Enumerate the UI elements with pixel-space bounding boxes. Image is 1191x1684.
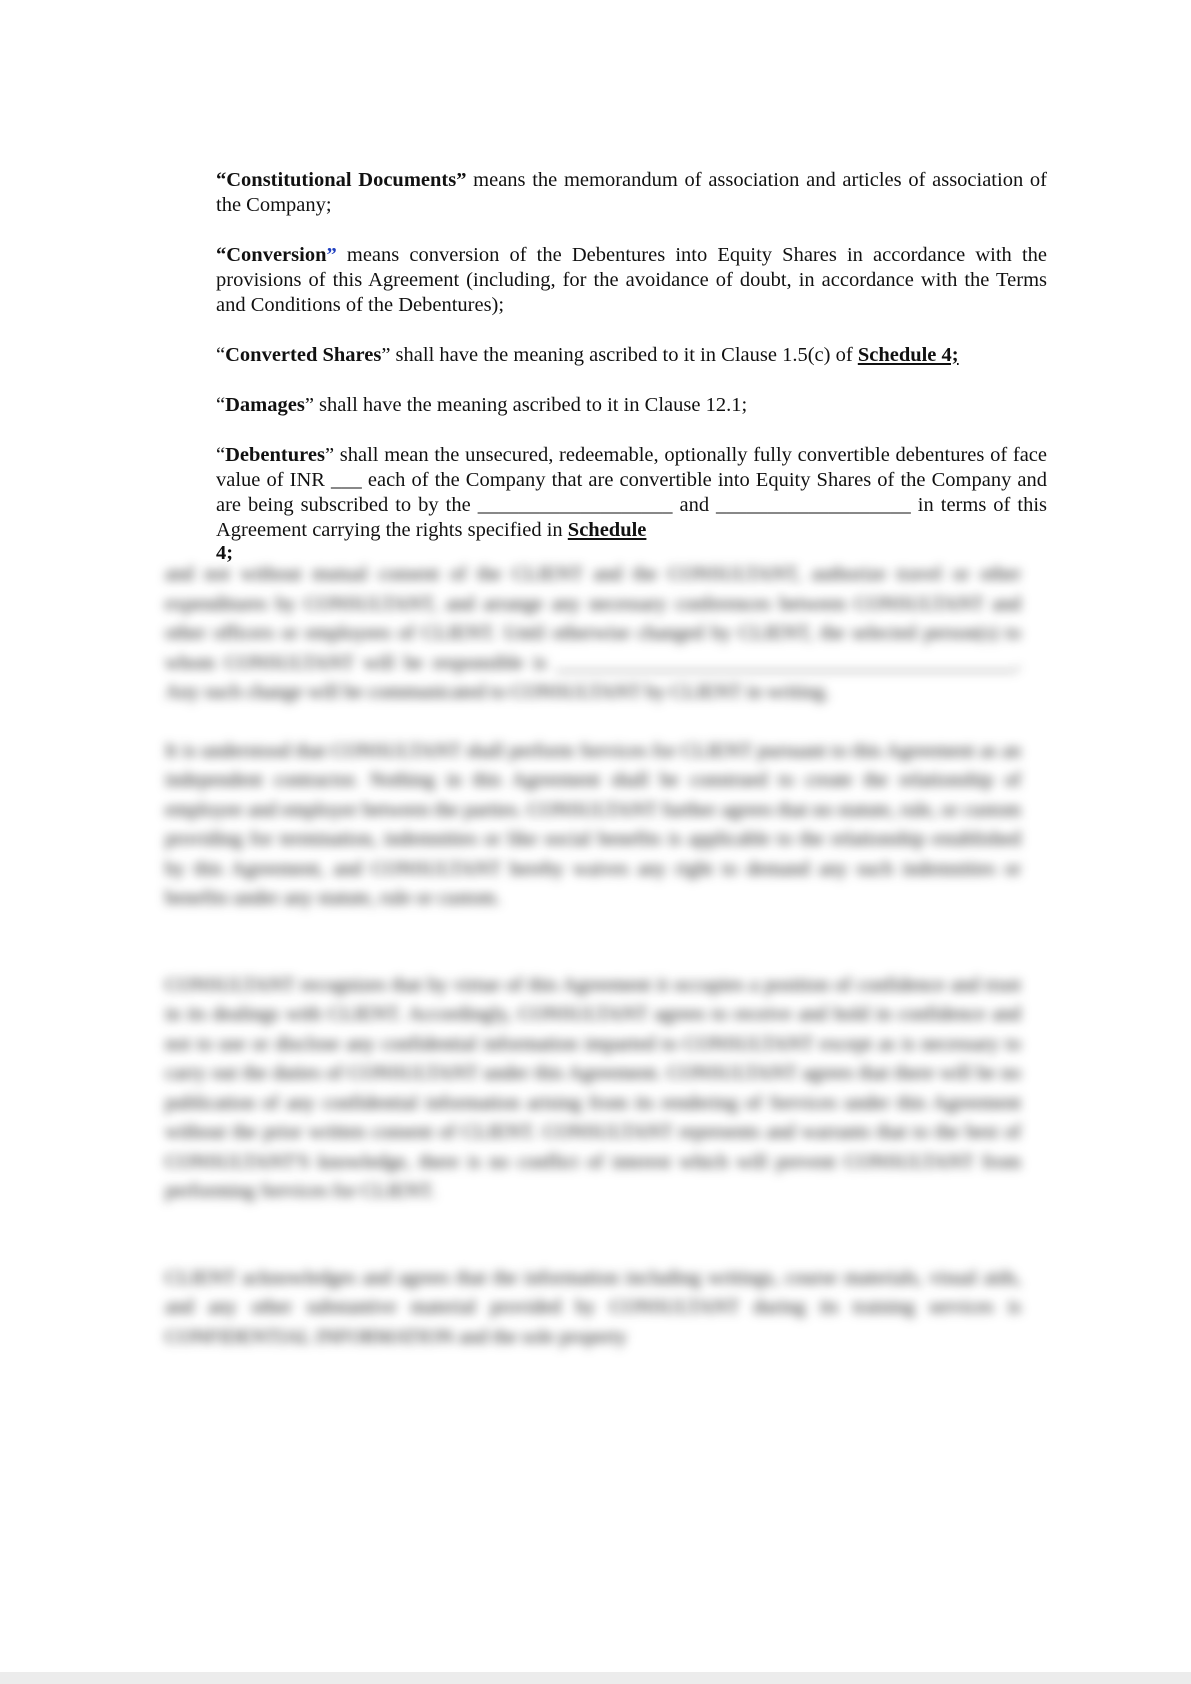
blurred-paragraph: CLIENT acknowledges and agrees that the information including writings, course materials, visual aids, and any other substantive material provided by CONSULTANT during its training services is CONFIDENTIAL INFORMATION and the sole property — [165, 1266, 1021, 1348]
open-quote: “ — [216, 344, 226, 366]
definition-text: ” shall mean the unsecured, redeemable, optionally fully convertible debentures of face value of INR ___ each of the Company that are convertible into Equity Shares of the Company and are being subscribed to by the ___________________ and ___________________ in terms of this Agreement carrying the rights specified in — [216, 444, 1047, 541]
blurred-paragraph: It is understood that CONSULTANT shall perform Services for CLIENT pursuant to this Agreement as an independent contractor. Nothing in this Agreement shall be construed to create the relationship of employee and employer between the parties. CONSULTANT further agrees that no statute, rule, or custom providing for termination, indemnities or like social benefits is applicable to the relationship established by this Agreement, and CONSULTANT hereby waives any right to demand any such indemnities or benefits under any statute, rule or custom. — [165, 739, 1021, 909]
definition-debentures — [216, 443, 1047, 543]
defined-term: Debentures — [225, 444, 325, 466]
open-quote: “ — [216, 244, 227, 266]
schedule-reference: Schedule — [567, 519, 647, 541]
definition-text: means conversion of the Debentures into Equity Shares in accordance with the provisions of this Agreement (including, for the avoidance of doubt, in accordance with the Terms and Conditions of the Debentures); — [216, 244, 1047, 316]
definition-conversion — [216, 243, 1047, 318]
blurred-paragraph: CONSULTANT recognizes that by virtue of this Agreement it occupies a position of confidence and trust in its dealings with CLIENT. Accordingly, CONSULTANT agrees to receive and hold in confidence and not to use or disclose any confidential information imparted to CONSULTANT except as is necessary to carry out the duties of CONSULTANT under this Agreement. CONSULTANT agrees that there will be no publication of any confidential information arising from its rendering of Services under this Agreement without the prior written consent of CLIENT. CONSULTANT represents and warrants that to the best of CONSULTANT'S knowledge, there is no conflict of interest which will prevent CONSULTANT from performing Services for CLIENT. — [165, 973, 1021, 1202]
definition-text: ” shall have the meaning ascribed to it in Clause 1.5(c) of — [381, 344, 858, 366]
page-bottom-edge — [0, 1672, 1191, 1684]
blurred-paragraph: and not without mutual consent of the CLIENT and the CONSULTANT, authorize travel or other expenditures by CONSULTANT, and arrange any necessary conferences between CONSULTANT and other officers or employees of CLIENT. Until otherwise changed by CLIENT, the selected person(s) to whom CONSULTANT will be responsible is ______________________________________________. Any such change will be communicated to CONSULTANT by CLIENT in writing. — [165, 563, 1021, 703]
close-quote: ” — [326, 244, 337, 266]
defined-term: Converted Shares — [225, 344, 382, 366]
open-quote: “ — [216, 394, 226, 416]
defined-term: Damages — [225, 394, 305, 416]
definition-damages — [216, 393, 1047, 418]
definition-converted-shares — [216, 343, 1047, 368]
definition-constitutional-documents — [216, 168, 1047, 218]
definition-text: means the memorandum of association and articles of association of the Company; — [216, 169, 1047, 216]
definitions-section — [216, 168, 1047, 568]
defined-term: Conversion — [226, 244, 327, 266]
schedule-reference: Schedule 4; — [857, 344, 959, 366]
defined-term: “Constitutional Documents” — [216, 169, 467, 191]
open-quote: “ — [216, 444, 226, 466]
cut-off-text: 4; — [216, 542, 234, 564]
definition-text: ” shall have the meaning ascribed to it in Clause 12.1; — [304, 394, 748, 416]
blurred-preview-section — [165, 560, 1021, 1381]
